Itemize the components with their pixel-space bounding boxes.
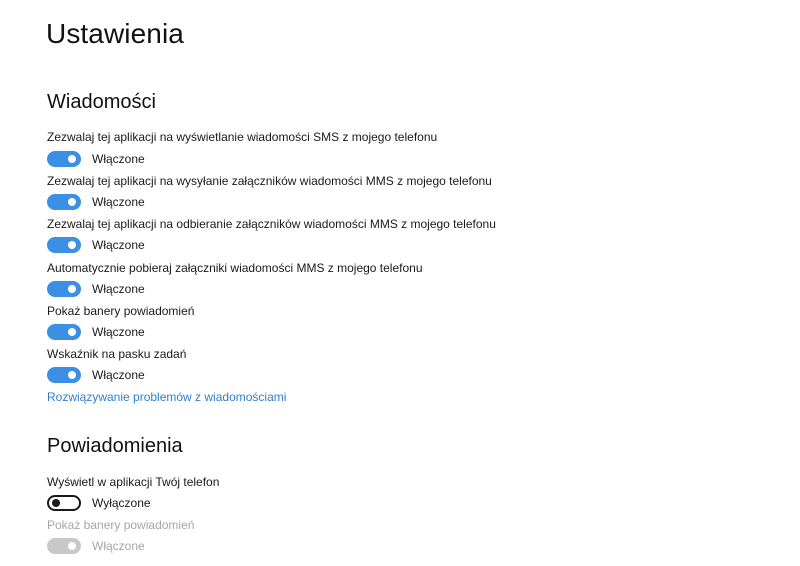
toggle-state-label: Włączone (92, 195, 145, 209)
mms-autodownload-toggle[interactable] (47, 281, 81, 297)
toggle-state-label: Włączone (92, 539, 145, 553)
show-in-app-toggle[interactable] (47, 495, 81, 511)
setting-label-taskbar-indicator: Wskaźnik na pasku zadań (47, 347, 187, 361)
toggle-row-notification-banners-disabled (47, 537, 145, 555)
toggle-knob (68, 542, 76, 550)
toggle-knob (68, 198, 76, 206)
toggle-row-mms-receive[interactable] (47, 236, 145, 254)
setting-label-mms-receive: Zezwalaj tej aplikacji na odbieranie załączników wiadomości MMS z mojego telefonu (47, 217, 496, 231)
setting-label-mms-autodownload: Automatycznie pobieraj załączniki wiadomości MMS z mojego telefonu (47, 261, 423, 275)
toggle-row-mms-autodownload[interactable] (47, 280, 145, 298)
section-title-messages: Wiadomości (47, 91, 156, 113)
mms-send-toggle[interactable] (47, 194, 81, 210)
toggle-state-label: Włączone (92, 238, 145, 252)
toggle-state-label: Wyłączone (92, 496, 151, 510)
toggle-knob (52, 499, 60, 507)
toggle-knob (68, 155, 76, 163)
toggle-knob (68, 285, 76, 293)
setting-label-show-in-app: Wyświetl w aplikacji Twój telefon (47, 475, 220, 489)
setting-label-mms-send: Zezwalaj tej aplikacji na wysyłanie załączników wiadomości MMS z mojego telefonu (47, 174, 492, 188)
toggle-row-notification-banners[interactable] (47, 323, 145, 341)
toggle-state-label: Włączone (92, 325, 145, 339)
toggle-row-show-in-app[interactable] (47, 494, 151, 512)
setting-label-sms-display: Zezwalaj tej aplikacji na wyświetlanie wiadomości SMS z mojego telefonu (47, 130, 438, 144)
taskbar-indicator-toggle[interactable] (47, 367, 81, 383)
toggle-state-label: Włączone (92, 152, 145, 166)
toggle-row-sms-display[interactable] (47, 150, 145, 168)
setting-label-notification-banners: Pokaż banery powiadomień (47, 304, 195, 318)
toggle-knob (68, 328, 76, 336)
troubleshoot-messages-link[interactable]: Rozwiązywanie problemów z wiadomościami (47, 390, 287, 404)
toggle-knob (68, 371, 76, 379)
toggle-row-taskbar-indicator[interactable] (47, 366, 145, 384)
mms-receive-toggle[interactable] (47, 237, 81, 253)
section-title-notifications: Powiadomienia (47, 435, 183, 457)
toggle-state-label: Włączone (92, 368, 145, 382)
notification-banners-disabled-toggle (47, 538, 81, 554)
setting-label-notification-banners-disabled: Pokaż banery powiadomień (47, 518, 195, 532)
notification-banners-toggle[interactable] (47, 324, 81, 340)
sms-display-toggle[interactable] (47, 151, 81, 167)
toggle-knob (68, 241, 76, 249)
page-title: Ustawienia (46, 18, 184, 49)
toggle-row-mms-send[interactable] (47, 193, 145, 211)
toggle-state-label: Włączone (92, 282, 145, 296)
